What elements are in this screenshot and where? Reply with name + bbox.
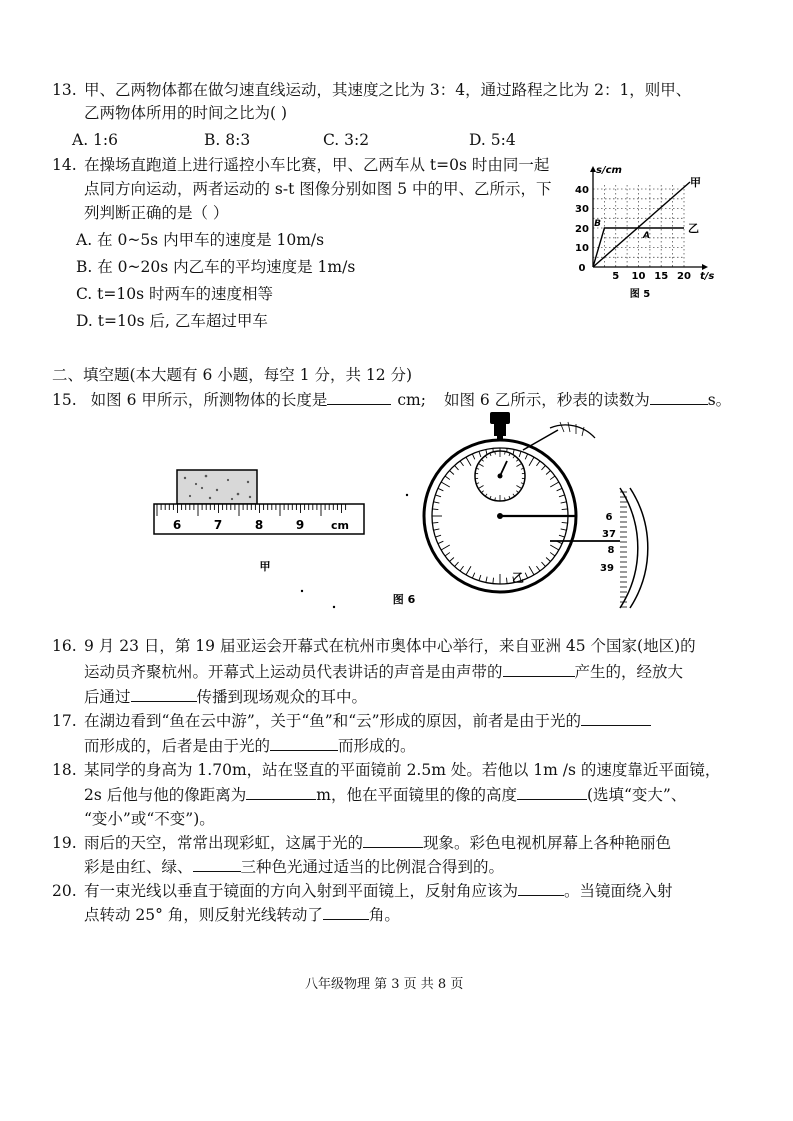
tick-x-20: 20 (677, 271, 691, 282)
tick-y-20: 20 (575, 224, 589, 235)
q20-line1 (84, 880, 673, 902)
q18-text-2a: 2s 后他与他的像距离为 (84, 786, 247, 804)
q13-option-d: D. 5:4 (469, 131, 516, 149)
q19-blank-2[interactable] (193, 856, 241, 872)
tick-x-15: 15 (654, 271, 669, 282)
tick-y-10: 10 (575, 243, 589, 254)
q18-blank-1[interactable] (246, 784, 316, 800)
q17-blank-1[interactable] (581, 710, 651, 726)
scale-label-39: 39 (600, 563, 614, 574)
q16-text-3b: 传播到现场观众的耳中。 (196, 688, 368, 706)
ruler-label-8: 8 (254, 518, 264, 532)
q20-blank-1[interactable] (518, 880, 564, 896)
q19-text-2a: 彩是由红、绿、 (84, 858, 193, 876)
q17-number: 17. (52, 712, 77, 730)
label-yi: 乙 (688, 222, 699, 235)
q14-option-c: C. t=10s 时两车的速度相等 (76, 285, 273, 303)
q13-option-b: B. 8:3 (204, 131, 251, 149)
q19-text-1b: 现象。彩色电视机屏幕上各种艳丽色 (423, 834, 672, 852)
q16-line1: 9 月 23 日，第 19 届亚运会开幕式在杭州市奥体中心举行，来自亚洲 45 个国家(地区)的 (84, 637, 696, 655)
q17-text-1a: 在湖边看到“鱼在云中游”，关于“鱼”和“云”形成的原因，前者是由于光的 (84, 712, 582, 730)
q13-stem-line2: 乙两物体所用的时间之比为( ) (84, 104, 288, 122)
q14-stem-line1: 在操场直跑道上进行遥控小车比赛，甲、乙两车从 t=0s 时由同一起 (84, 156, 550, 174)
q15-blank-stopwatch[interactable] (650, 389, 708, 405)
q13-option-a: A. 1:6 (72, 131, 118, 149)
tick-y-30: 30 (575, 204, 589, 215)
q18-line1: 某同学的身高为 1.70m，站在竖直的平面镜前 2.5m 处。若他以 1m /s 的速度靠近平面镜， (84, 761, 721, 779)
q20-number: 20. (52, 882, 77, 900)
tick-y-0: 0 (578, 263, 586, 274)
q16-line3 (84, 686, 367, 708)
q15-text-b: 如图 6 乙所示，秒表的读数为 (443, 391, 650, 409)
q15-text-a: 如图 6 甲所示，所测物体的长度是 (90, 391, 328, 409)
q19-line1 (84, 832, 671, 854)
dial-tick (432, 522, 438, 523)
label-jia: 甲 (690, 176, 701, 189)
dial-tick (432, 509, 438, 510)
q16-text-2b: 产生的，经放大 (574, 663, 684, 681)
q20-text-1b: 。当镜面绕入射 (564, 882, 673, 900)
point-b: B (594, 219, 601, 229)
q18-number: 18. (52, 761, 77, 779)
figure-6 (140, 408, 660, 610)
dial-tick (562, 509, 568, 510)
q20-line2 (84, 904, 400, 926)
q15-number: 15. (52, 391, 77, 409)
ruler-label-7: 7 (213, 518, 223, 532)
q14-option-d: D. t=10s 后, 乙车超过甲车 (76, 312, 268, 330)
figure-label-jia: 甲 (259, 560, 271, 573)
q16-blank-1[interactable] (503, 661, 575, 677)
scale-label-37: 37 (602, 529, 616, 540)
line-jia (593, 182, 690, 267)
q14-number: 14. (52, 156, 77, 174)
q20-text-2b: 角。 (368, 906, 400, 924)
q19-text-2b: 三种色光通过适当的比例混合得到的。 (240, 858, 505, 876)
scale-label-6: 6 (605, 512, 613, 523)
q16-text-2a: 运动员齐聚杭州。开幕式上运动员代表讲话的声音是由声带的 (84, 663, 503, 681)
q13-number: 13. (52, 81, 77, 99)
q19-text-1a: 雨后的天空，常常出现彩虹，这属于光的 (84, 834, 364, 852)
dial-tick (493, 578, 494, 584)
q20-text-1a: 有一束光线以垂直于镜面的方向入射到平面镜上，反射角应该为 (84, 882, 519, 900)
q18-text-2b: m，他在平面镜里的像的高度 (316, 786, 517, 804)
ruler-figure (154, 470, 364, 573)
page-footer: 八年级物理 第 3 页 共 8 页 (305, 977, 464, 992)
stopwatch-figure (424, 412, 648, 608)
q20-text-2a: 点转动 25° 角，则反射光线转动了 (84, 906, 323, 924)
q15-blank-length[interactable] (327, 389, 391, 405)
q16-line2 (84, 661, 683, 683)
figure-label-yi: 乙 (511, 571, 525, 585)
tick-x-5: 5 (612, 271, 620, 282)
y-axis-label: s/cm (596, 165, 622, 176)
q19-blank-1[interactable] (363, 832, 423, 848)
q14-option-b: B. 在 0~20s 内乙车的平均速度是 1m/s (76, 258, 356, 276)
q14-stem-line3: 列判断正确的是（ ） (84, 204, 229, 222)
q13-stem-line1: 甲、乙两物体都在做匀速直线运动，其速度之比为 3：4，通过路程之比为 2：1，则甲、 (84, 81, 692, 99)
q17-blank-2[interactable] (270, 735, 338, 751)
q14-option-a: A. 在 0~5s 内甲车的速度是 10m/s (76, 231, 325, 249)
q16-number: 16. (52, 637, 77, 655)
q19-number: 19. (52, 834, 77, 852)
q18-text-2c: (选填“变大”、 (586, 786, 687, 804)
q15-unit-a: cm; (397, 391, 426, 409)
q18-blank-2[interactable] (517, 784, 587, 800)
tick-x-10: 10 (631, 271, 646, 282)
tick-y-40: 40 (575, 185, 589, 196)
q16-text-3a: 后通过 (84, 688, 131, 706)
ruler-label-cm: cm (331, 519, 349, 532)
figure-5-st-graph (560, 160, 720, 300)
q18-line2 (84, 784, 686, 806)
figure-5-caption: 图 5 (629, 289, 651, 300)
point-a: A (643, 231, 650, 241)
ruler-label-6: 6 (172, 518, 182, 532)
q19-line2 (84, 856, 504, 878)
q17-text-2a: 而形成的，后者是由于光的 (84, 737, 271, 755)
q13-option-c: C. 3:2 (323, 131, 370, 149)
dial-tick (562, 522, 568, 523)
q16-blank-2[interactable] (131, 686, 197, 702)
q20-blank-2[interactable] (323, 904, 369, 920)
dial-tick (506, 578, 507, 584)
q14-stem-line2: 点同方向运动，两者运动的 s-t 图像分别如图 5 中的甲、乙所示，下 (84, 180, 552, 198)
q17-line2 (84, 735, 416, 757)
q17-text-2b: 而形成的。 (338, 737, 416, 755)
section-2-title: 二、填空题(本大题有 6 小题，每空 1 分，共 12 分) (52, 366, 413, 384)
q17-line1 (84, 710, 651, 732)
x-axis-label: t/s (700, 271, 715, 282)
ruler-label-9: 9 (295, 518, 305, 532)
q15-unit-b: s。 (707, 391, 732, 409)
scale-label-8: 8 (607, 545, 615, 556)
q18-line3: “变小”或“不变”)。 (84, 810, 215, 828)
figure-6-caption: 图 6 (392, 593, 416, 606)
